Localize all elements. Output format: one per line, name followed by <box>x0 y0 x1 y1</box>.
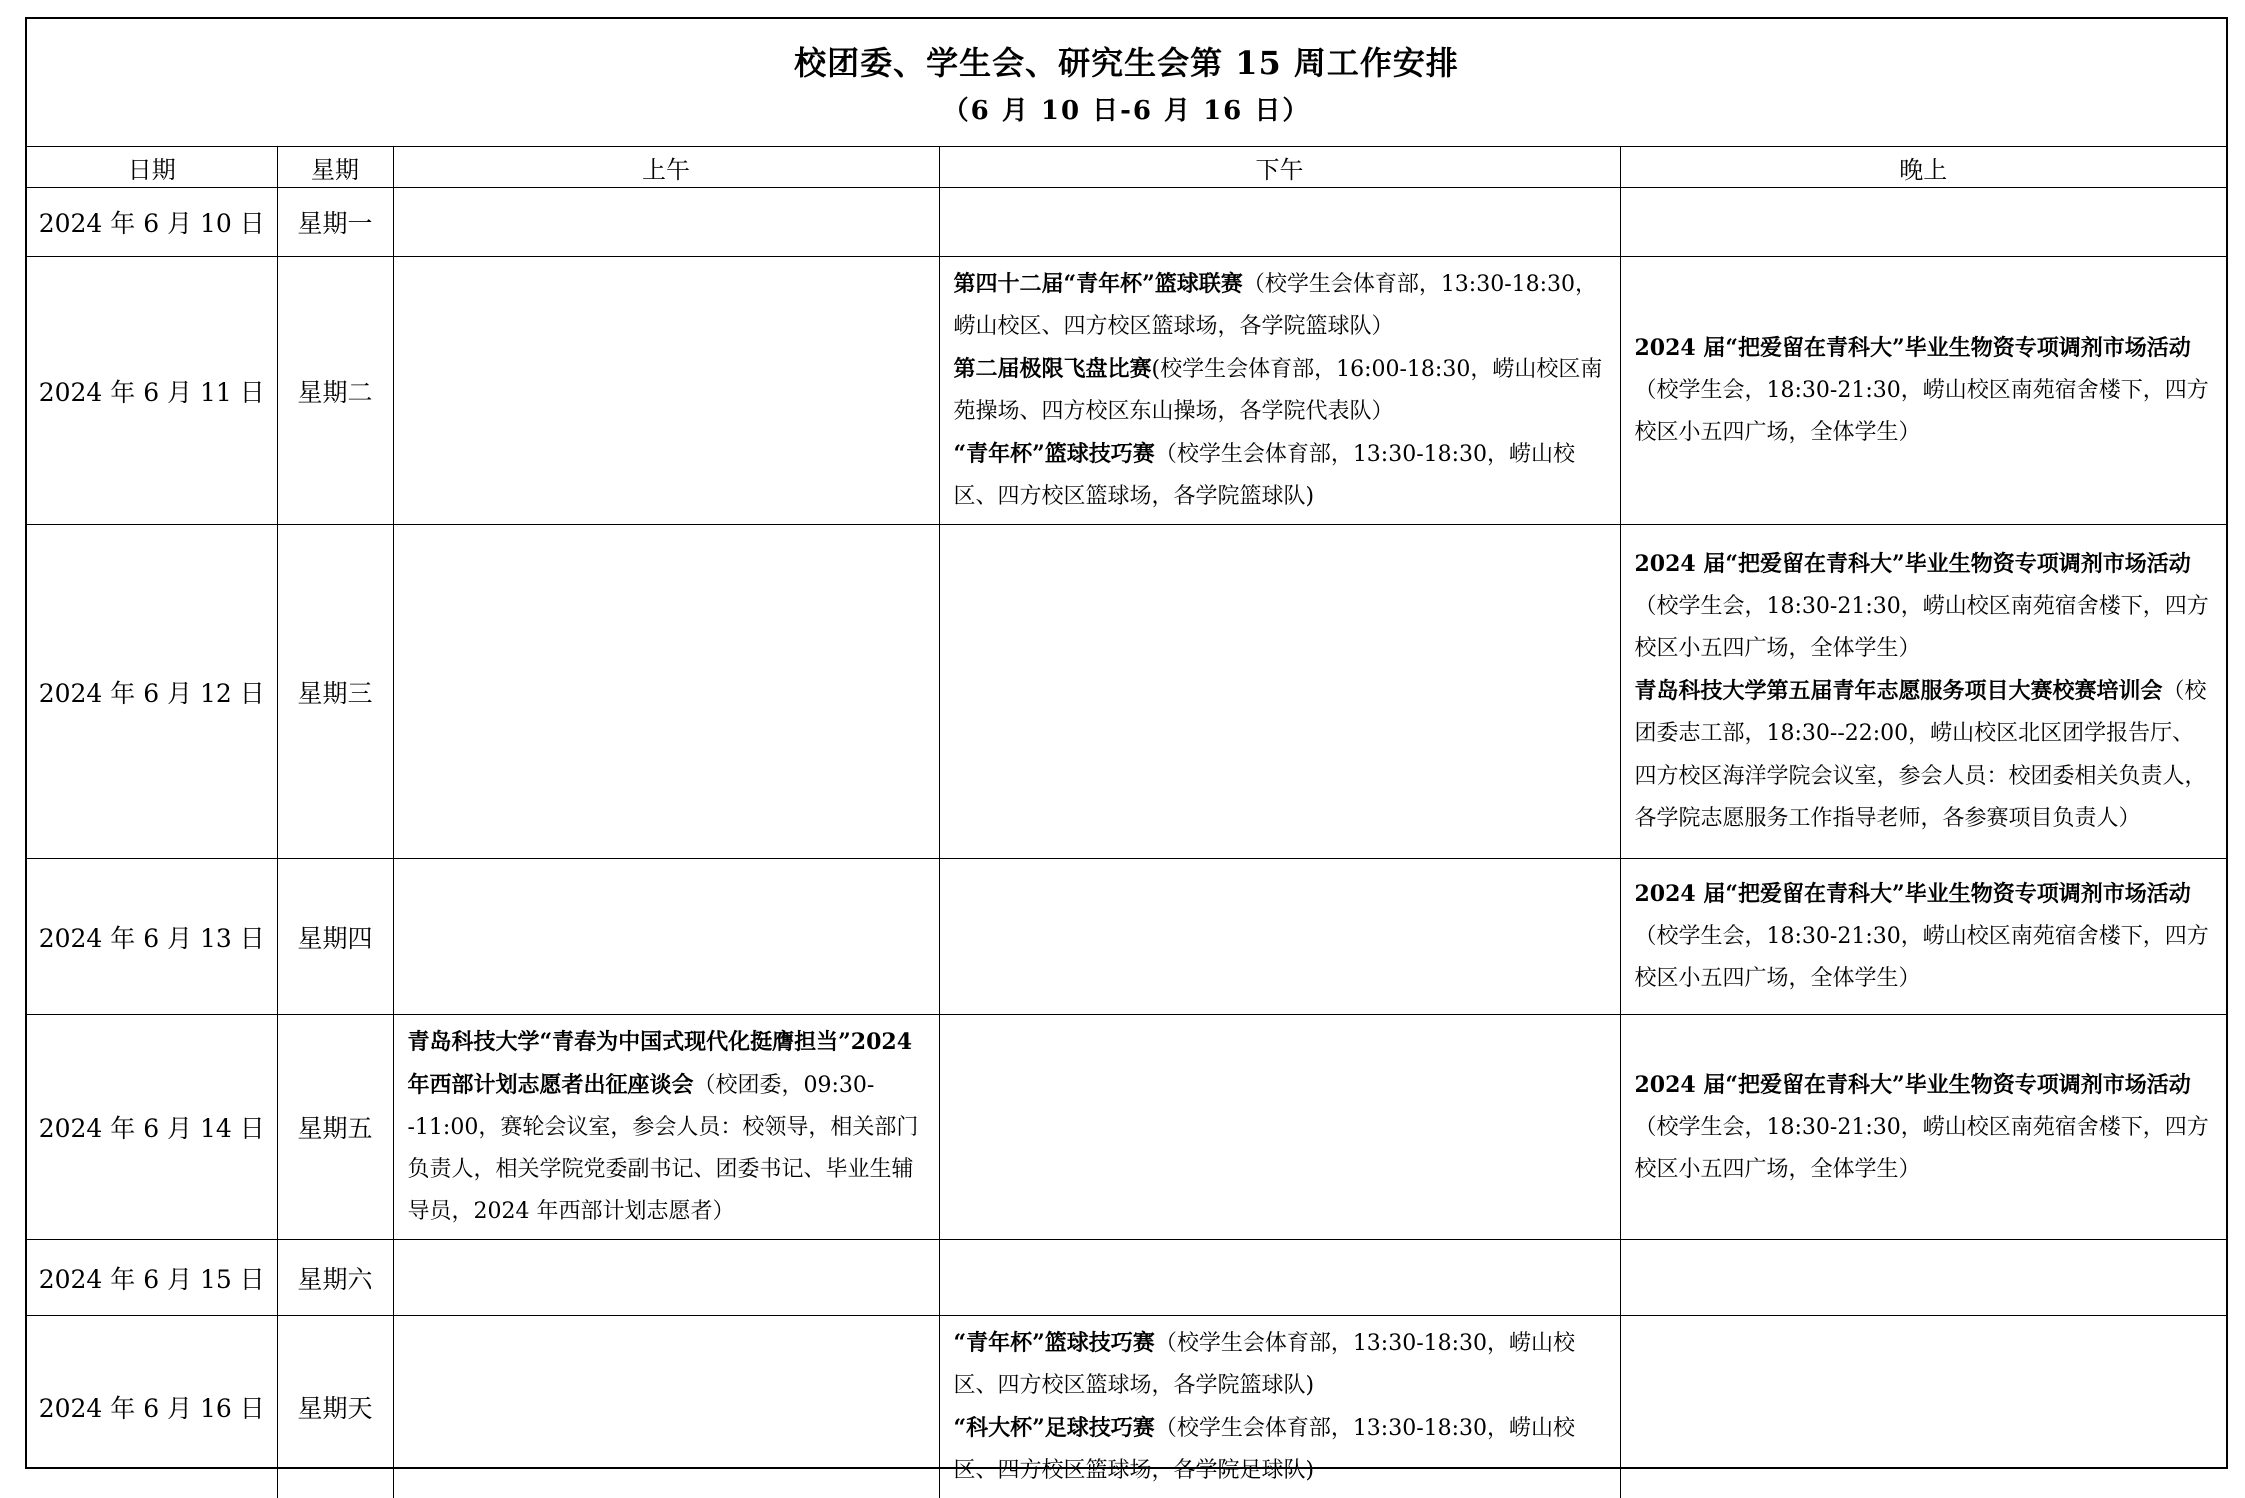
event-entry <box>954 1322 1606 1407</box>
event-entry <box>954 348 1606 433</box>
weekday-cell: 星期三 <box>277 525 393 859</box>
header-weekday: 星期 <box>277 147 393 188</box>
event-title: “科大杯”足球技巧赛 <box>954 1415 1155 1441</box>
table-row <box>27 257 2226 525</box>
event-entry <box>1635 873 2213 1000</box>
event-title: 2024 届“把爱留在青科大”毕业生物资专项调剂市场活动 <box>1635 881 2191 907</box>
event-detail: （校团委志工部，18:30--22:00，崂山校区北区团学报告厅、 <box>1635 679 2207 746</box>
header-afternoon: 下午 <box>939 147 1620 188</box>
table-row <box>27 1240 2226 1316</box>
event-entry <box>1635 1064 2213 1191</box>
event-detail: （校学生会，18:30-21:30，崂山校区南苑宿舍楼下，四方校区小五四广场，全体学生） <box>1635 1115 2209 1182</box>
table-row <box>27 859 2226 1015</box>
schedule-sheet <box>25 17 2228 1469</box>
morning-cell <box>393 257 939 525</box>
morning-cell <box>393 525 939 859</box>
morning-cell <box>393 1240 939 1316</box>
weekday-cell: 星期五 <box>277 1015 393 1240</box>
event-entry <box>1635 543 2213 670</box>
event-detail: （校学生会，18:30-21:30，崂山校区南苑宿舍楼下，四方校区小五四广场，全体学生） <box>1635 378 2209 445</box>
date-cell: 2024 年 6 月 11 日 <box>27 257 277 525</box>
event-title: 青岛科技大学第五届青年志愿服务项目大赛校赛培训会 <box>1635 678 2163 704</box>
event-entry <box>1635 327 2213 454</box>
weekday-cell: 星期四 <box>277 859 393 1015</box>
weekday-cell: 星期六 <box>277 1240 393 1316</box>
table-row <box>27 525 2226 859</box>
event-entry <box>408 1021 925 1233</box>
evening-cell <box>1620 257 2226 525</box>
event-entry <box>954 433 1606 518</box>
weekday-cell: 星期一 <box>277 188 393 257</box>
event-title: 2024 届“把爱留在青科大”毕业生物资专项调剂市场活动 <box>1635 335 2191 361</box>
date-cell: 2024 年 6 月 12 日 <box>27 525 277 859</box>
header-morning: 上午 <box>393 147 939 188</box>
page-subtitle: （6 月 10 日-6 月 16 日） <box>27 91 2226 131</box>
event-detail: （校学生会体育部，13:30-18:30，崂山校区、四方校区篮球场，各学院篮球队) <box>954 1331 1576 1398</box>
event-title: 第四十二届“青年杯”篮球联赛 <box>954 271 1243 297</box>
afternoon-cell <box>939 1316 1620 1498</box>
header-date: 日期 <box>27 147 277 188</box>
date-cell: 2024 年 6 月 16 日 <box>27 1316 277 1498</box>
morning-cell <box>393 188 939 257</box>
weekday-cell: 星期天 <box>277 1316 393 1498</box>
event-detail: （校学生会体育部，13:30-18:30，崂山校区、四方校区篮球场，各学院篮球队） <box>954 272 1598 339</box>
date-cell: 2024 年 6 月 15 日 <box>27 1240 277 1316</box>
evening-cell <box>1620 1240 2226 1316</box>
event-title: 青岛科技大学“青春为中国式现代化挺膺担当”2024 年西部计划志愿者出征座谈会 <box>408 1029 913 1098</box>
event-detail: （校学生会体育部，13:30-18:30，崂山校区、四方校区篮球场，各学院篮球队) <box>954 442 1576 509</box>
morning-cell <box>393 859 939 1015</box>
morning-cell <box>393 1316 939 1498</box>
title-block <box>27 19 2226 147</box>
weekday-cell: 星期二 <box>277 257 393 525</box>
event-detail: 四方校区海洋学院会议室，参会人员：校团委相关负责人，各学院志愿服务工作指导老师，各参赛项目负责人） <box>1635 764 2207 831</box>
schedule-rows <box>27 188 2226 1498</box>
afternoon-cell <box>939 859 1620 1015</box>
page-title: 校团委、学生会、研究生会第 15 周工作安排 <box>27 19 2226 85</box>
morning-cell <box>393 1015 939 1240</box>
date-cell: 2024 年 6 月 14 日 <box>27 1015 277 1240</box>
event-detail: (校学生会体育部，16:00-18:30，崂山校区南苑操场、四方校区东山操场，各学院代表队） <box>954 357 1603 424</box>
schedule-table <box>27 147 2226 1498</box>
event-detail: （校学生会，18:30-21:30，崂山校区南苑宿舍楼下，四方校区小五四广场，全体学生） <box>1635 924 2209 991</box>
table-row <box>27 1015 2226 1240</box>
afternoon-cell <box>939 525 1620 859</box>
evening-cell <box>1620 1015 2226 1240</box>
evening-cell <box>1620 1316 2226 1498</box>
header-evening: 晚上 <box>1620 147 2226 188</box>
afternoon-cell <box>939 1240 1620 1316</box>
date-cell: 2024 年 6 月 10 日 <box>27 188 277 257</box>
table-row <box>27 188 2226 257</box>
event-detail: （校学生会体育部，13:30-18:30，崂山校区、四方校区篮球场，各学院足球队) <box>954 1416 1576 1483</box>
date-cell: 2024 年 6 月 13 日 <box>27 859 277 1015</box>
header-row <box>27 147 2226 188</box>
event-entry <box>954 263 1606 348</box>
event-detail: （校学生会，18:30-21:30，崂山校区南苑宿舍楼下，四方校区小五四广场，全体学生） <box>1635 594 2209 661</box>
event-title: 第二届极限飞盘比赛 <box>954 356 1152 382</box>
event-title: “青年杯”篮球技巧赛 <box>954 1330 1155 1356</box>
afternoon-cell <box>939 188 1620 257</box>
table-row <box>27 1316 2226 1498</box>
event-title: 2024 届“把爱留在青科大”毕业生物资专项调剂市场活动 <box>1635 1072 2191 1098</box>
event-detail: （校团委，09:30--11:00，赛轮会议室，参会人员：校领导，相关部门负责人，相关学院党委副书记、团委书记、毕业生辅导员，2024 年西部计划志愿者） <box>408 1073 919 1224</box>
afternoon-cell <box>939 1015 1620 1240</box>
event-entry <box>1635 670 2213 755</box>
afternoon-cell <box>939 257 1620 525</box>
event-entry <box>954 1407 1606 1492</box>
event-title: “青年杯”篮球技巧赛 <box>954 441 1155 467</box>
event-entry <box>1635 755 2213 840</box>
event-title: 2024 届“把爱留在青科大”毕业生物资专项调剂市场活动 <box>1635 551 2191 577</box>
evening-cell <box>1620 525 2226 859</box>
evening-cell <box>1620 188 2226 257</box>
evening-cell <box>1620 859 2226 1015</box>
